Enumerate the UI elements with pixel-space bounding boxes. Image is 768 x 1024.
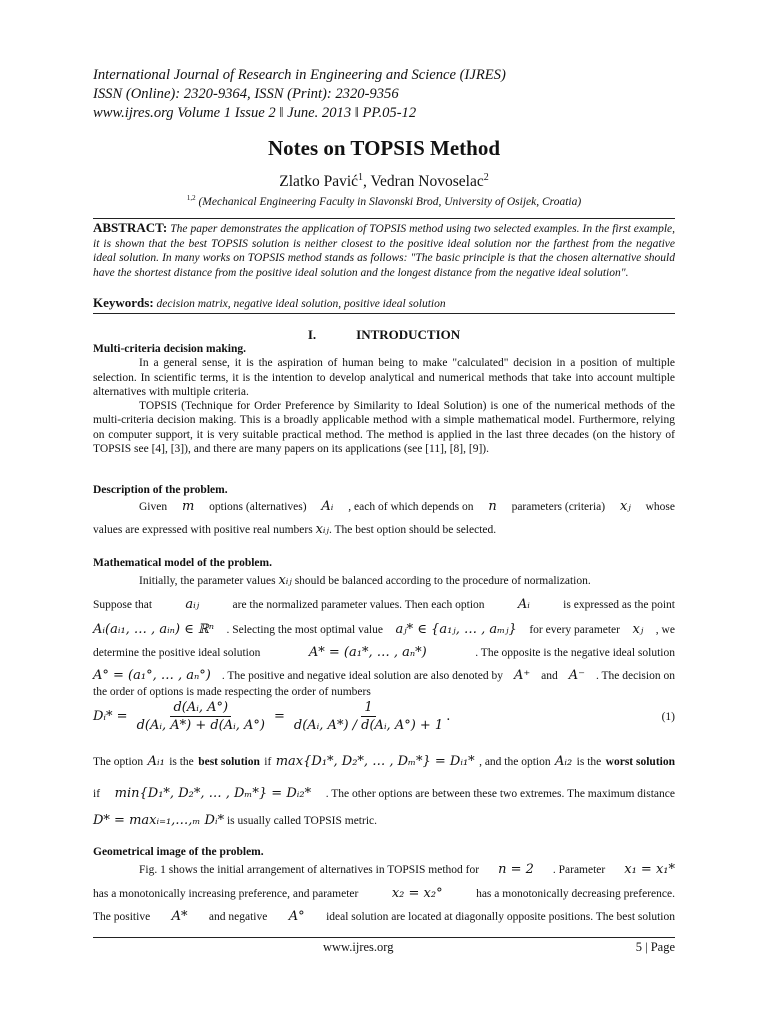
math-expression: A° = (a₁°, … , aₙ°) (93, 668, 211, 683)
geom-line-1: Fig. 1 shows the initial arrangement of alternatives in TOPSIS method for n = 2 . Parameter x₁ = x₁* (139, 862, 675, 877)
math-expression: max{D₁*, D₂*, … , Dₘ*} = Dᵢ₁* (275, 754, 475, 769)
fraction-numerator: 1 (361, 700, 375, 717)
geom-line-2: has a monotonically increasing preference, and parameter x₂ = x₂° has a monotonically decreasing preference. (93, 886, 675, 901)
author-affil-mark: 2 (483, 172, 489, 183)
subsection-heading: Mathematical model of the problem. (93, 557, 272, 569)
paragraph: TOPSIS (Technique for Order Preference by Similarity to Ideal Solution) is one of the numerical methods of the multi-criteria decision making. This is a broadly applicable method with a simple mathematical model. Furthermore, relying on computer support, it is very suitable practical method. The method is applied in the last three decades (on the history of TOPSIS see [4], [3]), and there are many papers on its applications (see [11], [8], [9]). (93, 400, 675, 456)
term-best-solution: best solution (198, 756, 260, 768)
math-symbol: xᵢⱼ (315, 522, 329, 537)
abstract-text: The paper demonstrates the application of TOPSIS method using two selected examples. In the first example, it is shown that the best TOPSIS solution is neither closest to the positive ideal solution nor the farthest from the negative ideal solution. In many works on TOPSIS method stands as follows: "The basic principle is that the chosen alternative should have the shortest distance from the positive ideal solution and the longest distance from the negative ideal solution". (93, 223, 675, 279)
math-expression: x₂ = x₂° (391, 886, 443, 901)
math-symbol: A⁻ (568, 668, 585, 683)
journal-issn: ISSN (Online): 2320-9364, ISSN (Print): 2320-9356 (93, 86, 399, 102)
journal-volume: www.ijres.org Volume 1 Issue 2 ǁ June. 2013 ǁ PP.05-12 (93, 105, 417, 121)
math-symbol: n (488, 499, 497, 514)
page-number: 5 | Page (635, 940, 675, 954)
geom-line-3: The positive A* and negative A° ideal solution are located at diagonally opposite positions. The best solution (93, 909, 675, 924)
equation-fraction (291, 700, 446, 733)
author-line (0, 172, 768, 191)
equation-lhs: Dᵢ* = (93, 709, 128, 724)
abstract-top-rule (93, 218, 675, 219)
affiliation-text: (Mechanical Engineering Faculty in Slavonski Brod, University of Osijek, Croatia) (198, 195, 582, 208)
author-name: Vedran Novoselac (370, 173, 484, 191)
math-expression: x₁ = x₁* (624, 862, 675, 877)
math-symbol: Aᵢ (517, 597, 530, 612)
model-line-1: Initially, the parameter values xᵢⱼ should be balanced according to the procedure of normalization. (139, 573, 591, 588)
math-expression: aⱼ* ∈ {a₁ⱼ, … , aₘⱼ} (395, 622, 517, 637)
subsection-heading: Description of the problem. (93, 484, 228, 496)
journal-name: International Journal of Research in Engineering and Science (IJRES) (93, 67, 506, 83)
math-expression: min{D₁*, D₂*, … , Dₘ*} = Dᵢ₂* (114, 786, 312, 801)
math-symbol: A* (171, 909, 188, 924)
fraction-denominator: d(Aᵢ, A*) + d(Aᵢ, A°) (136, 718, 265, 733)
abstract (93, 221, 675, 280)
math-symbol: A° (288, 909, 305, 924)
problem-line-1: Given m options (alternatives) Aᵢ , each of which depends on n parameters (criteria) xⱼ whose (139, 499, 675, 514)
keywords-label: Keywords: (93, 295, 154, 310)
math-symbol: Aᵢ₂ (555, 754, 573, 769)
author-affil-mark: 1 (358, 172, 364, 183)
keywords-text: decision matrix, negative ideal solution, positive ideal solution (156, 298, 446, 310)
model-line-6: the order of options is made respecting the order of numbers (93, 686, 371, 698)
section-title: INTRODUCTION (356, 327, 461, 342)
math-expression: n = 2 (498, 862, 534, 877)
fraction-denominator: d(Aᵢ, A*) / d(Aᵢ, A°) + 1 (293, 718, 444, 733)
fraction-numerator: d(Aᵢ, A°) (170, 700, 231, 717)
equation-fraction (134, 700, 268, 733)
term-worst-solution: worst solution (605, 756, 675, 768)
journal-header (93, 66, 506, 123)
paragraph: In a general sense, it is the aspiration of human being to make "calculated" decision in a position of multiple selection. In scientific terms, it is the intention to develop analytical and numerical methods that take into account multiple alternatives with multiple criteria. (93, 357, 675, 398)
math-symbol: xᵢⱼ (278, 573, 292, 588)
worst-solution-line: if min{D₁*, D₂*, … , Dₘ*} = Dᵢ₂* . The other options are between these two extremes. The maximum distance (93, 786, 675, 801)
equation-1 (93, 700, 675, 733)
math-symbol: xⱼ (619, 499, 631, 514)
model-line-4: determine the positive ideal solution A* = (a₁*, … , aₙ*) . The opposite is the negative ideal solution (93, 645, 675, 660)
keywords-bottom-rule (93, 313, 675, 314)
model-line-2: Suppose that aᵢⱼ are the normalized parameter values. Then each option Aᵢ is expressed as the point (93, 597, 675, 612)
math-symbol: A⁺ (513, 668, 531, 683)
section-number: I. (307, 327, 317, 342)
affiliation (0, 194, 768, 208)
author-separator: , (363, 173, 371, 191)
affiliation-mark: 1,2 (186, 194, 196, 202)
footer-rule (93, 937, 675, 938)
math-expression: A* = (a₁*, … , aₙ*) (308, 645, 427, 660)
math-expression: Aᵢ(aᵢ₁, … , aᵢₙ) ∈ ℝⁿ (93, 622, 214, 637)
model-line-3: Aᵢ(aᵢ₁, … , aᵢₙ) ∈ ℝⁿ . Selecting the most optimal value aⱼ* ∈ {a₁ⱼ, … , aₘⱼ} for every parameter xⱼ , we (93, 622, 675, 637)
best-solution-line: The option Aᵢ₁ is the best solution if max{D₁*, D₂*, … , Dₘ*} = Dᵢ₁* , and the option Aᵢ₂ is the worst solution (93, 754, 675, 769)
topsis-metric-line: D* = maxᵢ₌₁,…,ₘ Dᵢ* is usually called TOPSIS metric. (93, 813, 377, 828)
problem-line-2: values are expressed with positive real numbers xᵢⱼ. The best option should be selected. (93, 522, 497, 537)
model-line-5: A° = (a₁°, … , aₙ°) . The positive and negative ideal solution are also denoted by A⁺ and A⁻ . The decision on (93, 668, 675, 683)
author-name: Zlatko Pavić (279, 173, 359, 191)
mcdm-block (93, 342, 675, 456)
section-heading (0, 327, 768, 343)
abstract-label: ABSTRACT: (93, 220, 168, 235)
subsection-heading: Multi-criteria decision making. (93, 343, 246, 355)
equation-period: . (446, 709, 451, 724)
equation-equals: = (273, 709, 285, 724)
subsection-heading: Geometrical image of the problem. (93, 846, 264, 858)
math-symbol: Aᵢ (321, 499, 334, 514)
math-symbol: aᵢⱼ (185, 597, 200, 612)
footer-url: www.ijres.org (323, 940, 394, 954)
keywords (93, 295, 675, 311)
equation-number: (1) (661, 710, 675, 723)
math-symbol: m (181, 499, 195, 514)
math-expression: D* = maxᵢ₌₁,…,ₘ Dᵢ* (93, 813, 225, 828)
math-symbol: Aᵢ₁ (147, 754, 165, 769)
math-symbol: xⱼ (632, 622, 644, 637)
paper-title: Notes on TOPSIS Method (267, 136, 500, 160)
